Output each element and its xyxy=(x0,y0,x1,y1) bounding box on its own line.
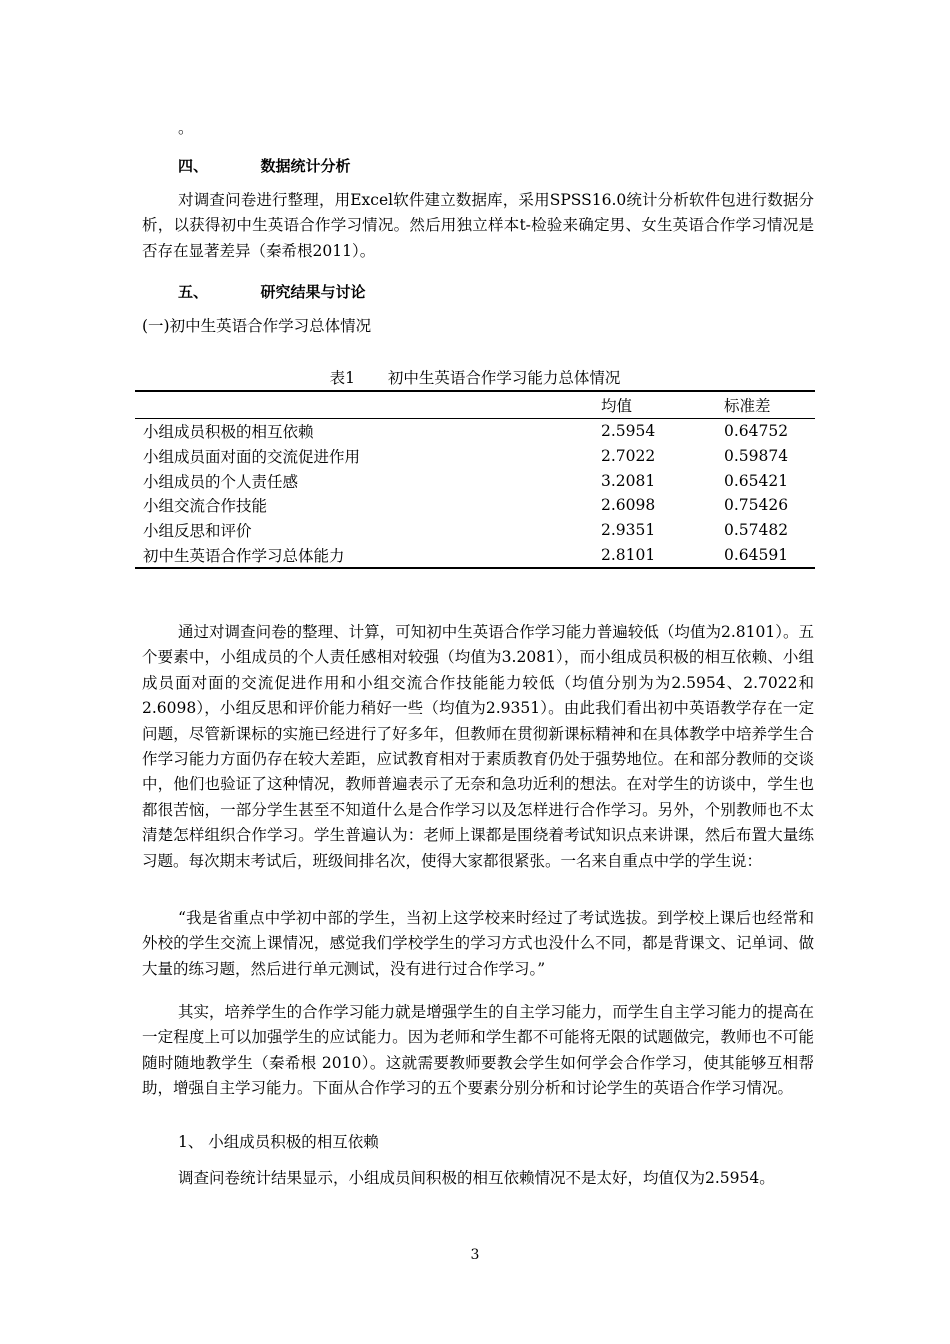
header-cell xyxy=(135,391,593,419)
mean-value: 2.9351 xyxy=(601,521,656,540)
section-title: 研究结果与讨论 xyxy=(260,283,366,301)
table-row xyxy=(135,419,815,444)
table-title: 初中生英语合作学习能力总体情况 xyxy=(387,369,621,387)
mean-value: 3.2081 xyxy=(601,471,656,490)
section-title: 数据统计分析 xyxy=(260,157,351,175)
paragraph: 调查问卷统计结果显示，小组成员间积极的相互依赖情况不是太好，均值仅为2.5954。 xyxy=(178,1169,775,1187)
section-number: 五、 xyxy=(178,283,209,301)
subsection-heading: (一)初中生英语合作学习总体情况 xyxy=(142,317,372,335)
row-label: 小组成员面对面的交流促进作用 xyxy=(143,448,361,467)
sd-value: 0.65421 xyxy=(724,471,789,490)
table-row xyxy=(135,468,815,493)
mean-value: 2.8101 xyxy=(593,542,716,568)
sd-value: 0.57482 xyxy=(724,521,789,540)
sd-value: 0.64591 xyxy=(716,542,815,568)
section-heading-5 xyxy=(178,282,366,302)
page-number: 3 xyxy=(470,1247,480,1263)
row-label: 小组反思和评价 xyxy=(143,522,252,541)
table-row xyxy=(135,493,815,518)
paragraph: 其实，培养学生的合作学习能力就是增强学生的自主学习能力，而学生自主学习能力的提高在一定程度上可以加强学生的应试能力。因为老师和学生都不可能将无限的试题做完，教师也不可能随时随地教学生（秦希根 2010）。这就需要教师要教会学生如何学会合作学习，使其能够互相帮助，增强自主学习能力。下面从合作学习的五个要素分别分析和讨论学生的英语合作学习情况。 xyxy=(142,1003,814,1098)
table-caption xyxy=(0,366,950,388)
paragraph: 对调查问卷进行整理，用Excel软件建立数据库，采用SPSS16.0统计分析软件包进行数据分析，以获得初中生英语合作学习情况。然后用独立样本t-检验来确定男、女生英语合作学习情况是否存在显著差异（秦希根2011）。 xyxy=(142,191,814,260)
item-heading: 1、 小组成员积极的相互依赖 xyxy=(178,1133,379,1151)
section-heading-4 xyxy=(178,156,351,176)
sd-value: 0.64752 xyxy=(724,422,789,441)
row-label: 小组交流合作技能 xyxy=(143,497,268,516)
top-mark: 。 xyxy=(178,119,194,137)
sd-value: 0.59874 xyxy=(724,447,789,466)
mean-value: 2.5954 xyxy=(601,422,656,441)
table-row xyxy=(135,518,815,543)
stats-table xyxy=(135,390,815,569)
section-number: 四、 xyxy=(178,157,209,175)
row-label: 小组成员积极的相互依赖 xyxy=(143,423,314,442)
table-row xyxy=(135,542,815,568)
table-header-row xyxy=(135,391,815,419)
mean-value: 2.7022 xyxy=(601,447,656,466)
header-cell: 均值 xyxy=(593,391,716,419)
table-row xyxy=(135,444,815,469)
row-label: 小组成员的个人责任感 xyxy=(143,472,299,491)
paragraph: 通过对调查问卷的整理、计算，可知初中生英语合作学习能力普遍较低（均值为2.8101）。五个要素中，小组成员的个人责任感相对较强（均值为3.2081），而小组成员积极的相互依赖、小组成员面对面的交流促进作用和小组交流合作技能能力较低（均值分别为为2.5954、2.7022和2.6098），小组反思和评价能力稍好一些（均值为2.9351）。由此我们看出初中英语教学存在一定问题，尽管新课标的实施已经进行了好多年，但教师在贯彻新课标精神和在具体教学中培养学生合作学习能力方面仍存在较大差距，应试教育相对于素质教育仍处于强势地位。在和部分教师的交谈中，他们也验证了这种情况，教师普遍表示了无奈和急功近利的想法。在对学生的访谈中，学生也都很苦恼，一部分学生甚至不知道什么是合作学习以及怎样进行合作学习。另外，个别教师也不太清楚怎样组织合作学习。学生普遍认为：老师上课都是围绕着考试知识点来讲课，然后布置大量练习题。每次期末考试后，班级间排名次，使得大家都很紧张。一名来自重点中学的学生说： xyxy=(142,623,814,870)
quote-paragraph: “我是省重点中学初中部的学生，当初上这学校来时经过了考试选拔。到学校上课后也经常和外校的学生交流上课情况，感觉我们学校学生的学习方式也没什么不同，都是背课文、记单词、做大量的练习题，然后进行单元测试，没有进行过合作学习。” xyxy=(142,909,814,978)
row-label: 初中生英语合作学习总体能力 xyxy=(135,542,593,568)
mean-value: 2.6098 xyxy=(601,496,656,515)
sd-value: 0.75426 xyxy=(724,496,789,515)
header-cell: 标准差 xyxy=(716,391,815,419)
table-label: 表1 xyxy=(329,369,355,387)
